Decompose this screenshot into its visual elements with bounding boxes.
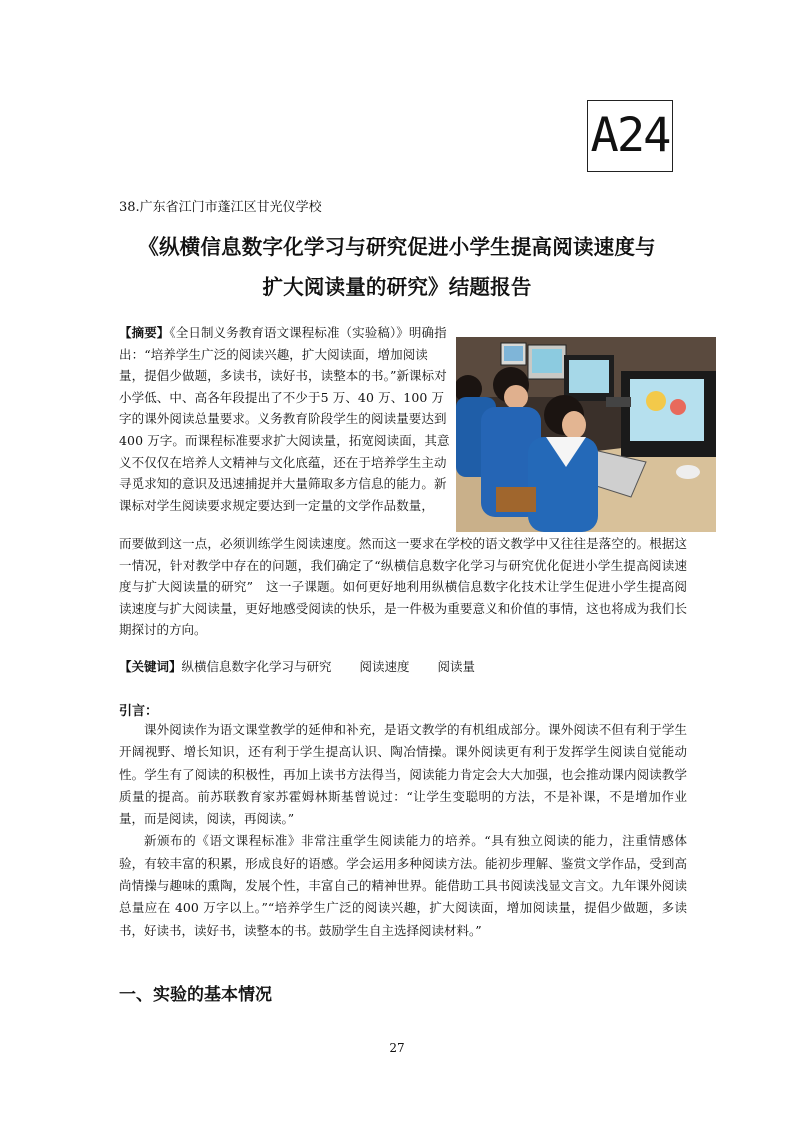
abstract-text-part-1: 《全日制义务教育语文课程标准（实验稿）》明确指出：“培养学生广泛的阅读兴趣，扩大阅读面，增加阅读量，提倡少做题，多读书，读好书，读整本的书。”新课标对小学低、中、高各年段提出了不少于5 万、40 万、100 万字的课外阅读总量要求。义务教育阶段学生的阅读量要达到 400 万字。而课程标准要求扩大阅读量，拓宽阅读面，其意义不仅仅在培养人文精神与文化底蕴，还在于培养学生主动寻觅求知的意识及迅速捕捉并大量筛取多方信息的能力。新课标对学生阅读要求规定要达到一定量的文学作品数量， (119, 325, 450, 513)
classroom-computer-photo (456, 337, 716, 532)
keywords-line (119, 657, 503, 675)
abstract-label: 【摘要】 (119, 325, 170, 340)
intro-paragraph-1: 课外阅读作为语文课堂教学的延伸和补充，是语文教学的有机组成部分。课外阅读不但有利于学生开阔视野、增长知识，还有利于学生提高认识、陶冶情操。课外阅读更有利于发挥学生阅读自觉能动性。学生有了阅读的积极性，再加上读书方法得当，阅读能力肯定会大大加强，也会推动课内阅读教学质量的提高。前苏联教育家苏霍姆林斯基曾说过：“让学生变聪明的方法，不是补课，不是增加作业量，而是阅读，阅读，再阅读。” (119, 722, 687, 827)
keyword-2: 阅读速度 (359, 659, 410, 674)
abstract-continued-text: 而要做到这一点，必须训练学生阅读速度。然而这一要求在学校的语文教学中又往往是落空的。根据这一情况，针对教学中存在的问题，我们确定了“纵横信息数字化学习与研究优化促进小学生提高阅读速度与扩大阅读量的研究” 这一子课题。如何更好地利用纵横信息数字化技术让学生促进小学生提高阅读速度与扩大阅读量，更好地感受阅读的快乐，是一件极为重要意义和价值的事情，这也将成为我们长期探讨的方向。 (119, 536, 687, 638)
intro-paragraph-2: 新颁布的《语文课程标准》非常注重学生阅读能力的培养。“具有独立阅读的能力，注重情感体验，有较丰富的积累，形成良好的语感。学会运用多种阅读方法。能初步理解、鉴赏文学作品，受到高尚情操与趣味的熏陶，发展个性，丰富自己的精神世界。能借助工具书阅读浅显文言文。九年课外阅读总量应在 400 万字以上。”“培养学生广泛的阅读兴趣，扩大阅读面，增加阅读量，提倡少做题，多读书，好读书，读好书，读整本的书。鼓励学生自主选择阅读材料。” (119, 833, 687, 938)
school-name: 38.广东省江门市蓬江区甘光仪学校 (119, 200, 322, 215)
report-title-line-2: 扩大阅读量的研究》结题报告 (262, 275, 532, 299)
intro-body (119, 719, 687, 942)
abstract-wrapped-text (119, 322, 453, 516)
classroom-photo-illustration (456, 337, 716, 532)
keyword-3: 阅读量 (437, 659, 476, 674)
report-title-line-1: 《纵横信息数字化学习与研究促进小学生提高阅读速度与 (138, 235, 656, 259)
intro-label: 引言： (119, 704, 159, 719)
section-heading: 一、实验的基本情况 (119, 985, 272, 1005)
page-number: 27 (389, 1041, 405, 1055)
keyword-1: 纵横信息数字化学习与研究 (181, 659, 332, 674)
keywords-label: 【关键词】 (119, 659, 182, 674)
document-code-box: A24 (587, 100, 673, 172)
